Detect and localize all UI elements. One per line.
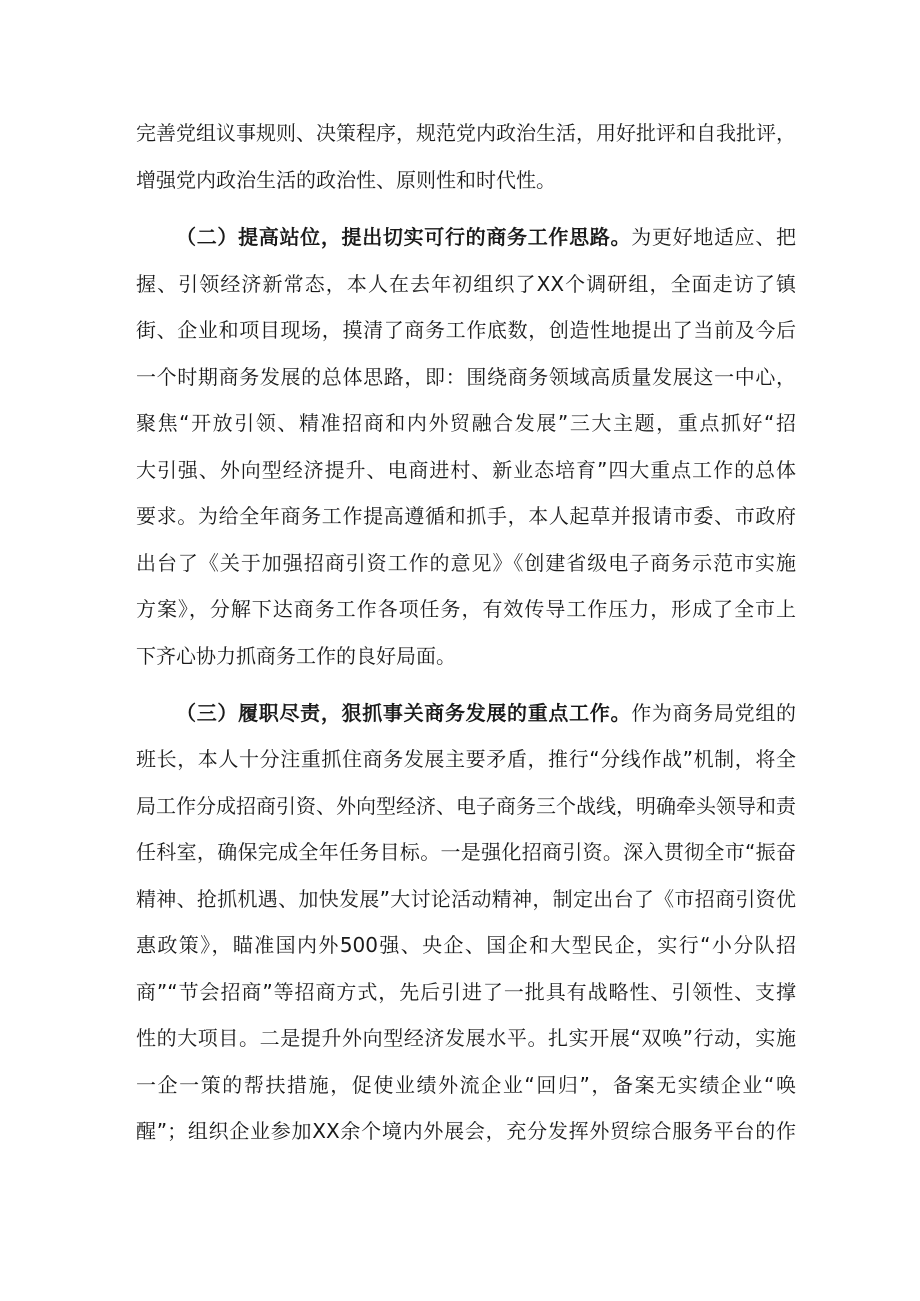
- paragraph-3-line: 性的大项目。二是提升外向型经济发展水平。扎实开展“双唤”行动，实施: [136, 1026, 796, 1050]
- paragraph-3-first-line-text: 作为商务局党组的: [631, 701, 797, 725]
- paragraph-2-line: 一个时期商务发展的总体思路，即：围绕商务领域高质量发展这一中心，: [136, 365, 796, 389]
- paragraph-2-first-line: [176, 219, 796, 255]
- paragraph-3-heading: （三）履职尽责，狠抓事关商务发展的重点工作。: [176, 701, 632, 725]
- paragraph-2-line: 聚焦“开放引领、精准招商和内外贸融合发展”三大主题，重点抓好“招: [136, 411, 796, 435]
- paragraph-3-first-line: [176, 695, 796, 731]
- paragraph-3-line: 局工作分成招商引资、外向型经济、电子商务三个战线，明确牵头领导和责: [136, 794, 796, 818]
- paragraph-2-line: 要求。为给全年商务工作提高遵循和抓手，本人起草并报请市委、市政府: [136, 504, 796, 528]
- paragraph-1-line-1: 完善党组议事规则、决策程序，规范党内政治生活，用好批评和自我批评，: [136, 121, 796, 145]
- paragraph-2-line: 握、引领经济新常态，本人在去年初组织了XX个调研组，全面走访了镇: [136, 272, 796, 296]
- paragraph-3-line: 一企一策的帮扶措施，促使业绩外流企业“回归”，备案无实绩企业“唤: [136, 1073, 796, 1097]
- paragraph-3-line: 惠政策》，瞄准国内外500强、央企、国企和大型民企，实行“小分队招: [136, 933, 796, 957]
- paragraph-2-line: 方案》，分解下达商务工作各项任务，有效传导工作压力，形成了全市上: [136, 597, 796, 621]
- paragraph-1-line-2: 增强党内政治生活的政治性、原则性和时代性。: [136, 168, 556, 192]
- paragraph-3-line: 精神、抢抓机遇、加快发展”大讨论活动精神，制定出台了《市招商引资优: [136, 887, 796, 911]
- paragraph-2-line: 出台了《关于加强招商引资工作的意见》《创建省级电子商务示范市实施: [136, 551, 796, 575]
- paragraph-3-line: 班长，本人十分注重抓住商务发展主要矛盾，推行“分线作战”机制，将全: [136, 747, 796, 771]
- paragraph-3-line: 商”“节会招商”等招商方式，先后引进了一批具有战略性、引领性、支撑: [136, 980, 796, 1004]
- paragraph-2-heading: （二）提高站位，提出切实可行的商务工作思路。: [176, 225, 632, 249]
- paragraph-3-line: 醒”；组织企业参加XX余个境内外展会，充分发挥外贸综合服务平台的作: [136, 1119, 796, 1143]
- paragraph-2-line: 街、企业和项目现场，摸清了商务工作底数，创造性地提出了当前及今后: [136, 318, 796, 342]
- paragraph-2-line: 大引强、外向型经济提升、电商进村、新业态培育”四大重点工作的总体: [136, 458, 796, 482]
- paragraph-2-line: 下齐心协力抓商务工作的良好局面。: [136, 644, 456, 668]
- paragraph-2-first-line-text: 为更好地适应、把: [631, 225, 797, 249]
- paragraph-3-line: 任科室，确保完成全年任务目标。一是强化招商引资。深入贯彻全市“振奋: [136, 840, 796, 864]
